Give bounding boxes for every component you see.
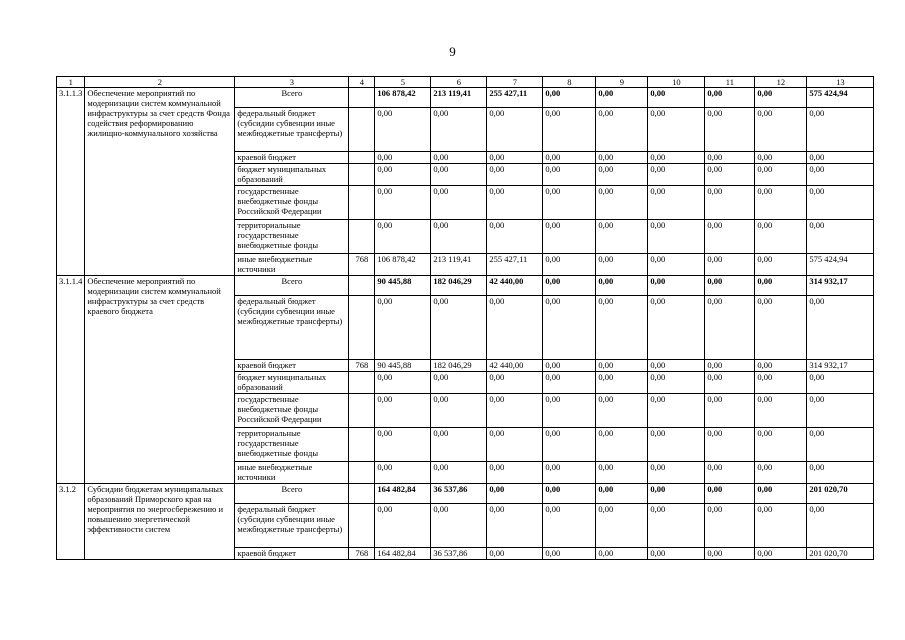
amount-cell: 0,00 xyxy=(543,88,596,108)
amount-cell: 164 482,84 xyxy=(375,548,431,560)
amount-cell: 0,00 xyxy=(543,428,596,462)
grbs-code-cell xyxy=(349,88,375,108)
amount-cell: 0,00 xyxy=(705,428,755,462)
measure-name-cell: Обеспечение мероприятий по модернизации систем коммунальной инфраструктуры за счет средств Фонда содействия реформированию жилищно-коммунального хозяйства xyxy=(85,88,235,276)
grbs-code-cell xyxy=(349,462,375,484)
amount-cell: 42 440,00 xyxy=(487,360,543,372)
amount-cell: 0,00 xyxy=(375,372,431,394)
amount-cell: 0,00 xyxy=(543,548,596,560)
amount-cell: 0,00 xyxy=(375,296,431,360)
amount-cell: 201 020,70 xyxy=(807,548,874,560)
amount-cell: 0,00 xyxy=(596,296,648,360)
grbs-code-cell xyxy=(349,220,375,254)
column-number-cell: 10 xyxy=(648,77,705,88)
amount-cell: 0,00 xyxy=(807,428,874,462)
grbs-code-cell: 768 xyxy=(349,548,375,560)
amount-cell: 0,00 xyxy=(375,108,431,152)
funding-source-cell: территориальные государственные внебюджетные фонды xyxy=(235,220,349,254)
funding-source-cell: бюджет муниципальных образований xyxy=(235,164,349,186)
amount-cell: 0,00 xyxy=(807,394,874,428)
amount-cell: 0,00 xyxy=(596,276,648,296)
amount-cell: 0,00 xyxy=(648,88,705,108)
amount-cell: 0,00 xyxy=(648,164,705,186)
amount-cell: 255 427,11 xyxy=(487,254,543,276)
amount-cell: 0,00 xyxy=(487,108,543,152)
amount-cell: 36 537,86 xyxy=(431,484,487,504)
grbs-code-cell xyxy=(349,394,375,428)
amount-cell: 42 440,00 xyxy=(487,276,543,296)
amount-cell: 0,00 xyxy=(596,462,648,484)
amount-cell: 36 537,86 xyxy=(431,548,487,560)
amount-cell: 0,00 xyxy=(543,220,596,254)
measure-code-cell: 3.1.1.3 xyxy=(57,88,85,276)
amount-cell: 0,00 xyxy=(487,484,543,504)
amount-cell: 182 046,29 xyxy=(431,360,487,372)
amount-cell: 90 445,88 xyxy=(375,360,431,372)
amount-cell: 0,00 xyxy=(648,484,705,504)
amount-cell: 0,00 xyxy=(705,360,755,372)
amount-cell: 0,00 xyxy=(543,394,596,428)
column-number-cell: 2 xyxy=(85,77,235,88)
amount-cell: 575 424,94 xyxy=(807,254,874,276)
amount-cell: 0,00 xyxy=(543,152,596,164)
amount-cell: 0,00 xyxy=(543,186,596,220)
column-number-cell: 6 xyxy=(431,77,487,88)
amount-cell: 0,00 xyxy=(596,186,648,220)
amount-cell: 0,00 xyxy=(807,372,874,394)
amount-cell: 0,00 xyxy=(543,360,596,372)
amount-cell: 0,00 xyxy=(705,186,755,220)
amount-cell: 0,00 xyxy=(596,164,648,186)
amount-cell: 0,00 xyxy=(596,504,648,548)
amount-cell: 0,00 xyxy=(807,186,874,220)
amount-cell: 0,00 xyxy=(705,462,755,484)
funding-source-cell: государственные внебюджетные фонды Российской Федерации xyxy=(235,394,349,428)
grbs-code-cell xyxy=(349,276,375,296)
amount-cell: 0,00 xyxy=(487,164,543,186)
table-row xyxy=(57,88,874,108)
amount-cell: 0,00 xyxy=(648,276,705,296)
amount-cell: 0,00 xyxy=(807,220,874,254)
funding-source-cell: Всего xyxy=(235,484,349,504)
amount-cell: 0,00 xyxy=(755,548,807,560)
header-row xyxy=(57,77,874,88)
amount-cell: 0,00 xyxy=(375,394,431,428)
funding-source-cell: Всего xyxy=(235,276,349,296)
amount-cell: 0,00 xyxy=(755,108,807,152)
amount-cell: 0,00 xyxy=(705,484,755,504)
amount-cell: 0,00 xyxy=(375,164,431,186)
amount-cell: 0,00 xyxy=(755,360,807,372)
amount-cell: 0,00 xyxy=(755,394,807,428)
amount-cell: 0,00 xyxy=(705,296,755,360)
amount-cell: 0,00 xyxy=(487,428,543,462)
grbs-code-cell xyxy=(349,296,375,360)
table-row xyxy=(57,484,874,504)
amount-cell: 0,00 xyxy=(596,428,648,462)
column-number-cell: 8 xyxy=(543,77,596,88)
page-number: 9 xyxy=(449,44,456,59)
amount-cell: 0,00 xyxy=(807,296,874,360)
amount-cell: 0,00 xyxy=(431,220,487,254)
amount-cell: 0,00 xyxy=(648,462,705,484)
amount-cell: 182 046,29 xyxy=(431,276,487,296)
amount-cell: 0,00 xyxy=(543,276,596,296)
amount-cell: 0,00 xyxy=(755,428,807,462)
amount-cell: 0,00 xyxy=(596,548,648,560)
amount-cell: 0,00 xyxy=(755,164,807,186)
grbs-code-cell xyxy=(349,504,375,548)
amount-cell: 0,00 xyxy=(648,428,705,462)
amount-cell: 0,00 xyxy=(375,220,431,254)
amount-cell: 0,00 xyxy=(807,462,874,484)
measure-code-cell: 3.1.1.4 xyxy=(57,276,85,484)
amount-cell: 0,00 xyxy=(375,428,431,462)
amount-cell: 0,00 xyxy=(487,372,543,394)
column-number-cell: 9 xyxy=(596,77,648,88)
amount-cell: 0,00 xyxy=(807,504,874,548)
amount-cell: 0,00 xyxy=(431,108,487,152)
amount-cell: 0,00 xyxy=(755,484,807,504)
funding-table xyxy=(56,76,874,560)
amount-cell: 0,00 xyxy=(431,186,487,220)
funding-source-cell: государственные внебюджетные фонды Российской Федерации xyxy=(235,186,349,220)
amount-cell: 0,00 xyxy=(596,108,648,152)
funding-source-cell: бюджет муниципальных образований xyxy=(235,372,349,394)
amount-cell: 0,00 xyxy=(648,360,705,372)
amount-cell: 0,00 xyxy=(755,186,807,220)
grbs-code-cell xyxy=(349,108,375,152)
column-number-cell: 13 xyxy=(807,77,874,88)
column-number-cell: 12 xyxy=(755,77,807,88)
amount-cell: 0,00 xyxy=(431,504,487,548)
amount-cell: 0,00 xyxy=(755,372,807,394)
amount-cell: 0,00 xyxy=(543,484,596,504)
amount-cell: 0,00 xyxy=(755,296,807,360)
amount-cell: 164 482,84 xyxy=(375,484,431,504)
funding-source-cell: иные внебюджетные источники xyxy=(235,462,349,484)
amount-cell: 0,00 xyxy=(705,220,755,254)
grbs-code-cell xyxy=(349,186,375,220)
funding-source-cell: федеральный бюджет (субсидии субвенции иные межбюджетные трансферты) xyxy=(235,108,349,152)
amount-cell: 90 445,88 xyxy=(375,276,431,296)
amount-cell: 0,00 xyxy=(648,504,705,548)
amount-cell: 0,00 xyxy=(487,462,543,484)
amount-cell: 0,00 xyxy=(596,254,648,276)
measure-name-cell: Обеспечение мероприятий по модернизации систем коммунальной инфраструктуры за счет средств краевого бюджета xyxy=(85,276,235,484)
amount-cell: 0,00 xyxy=(705,276,755,296)
amount-cell: 213 119,41 xyxy=(431,88,487,108)
amount-cell: 0,00 xyxy=(543,254,596,276)
grbs-code-cell xyxy=(349,372,375,394)
funding-source-cell: территориальные государственные внебюджетные фонды xyxy=(235,428,349,462)
amount-cell: 0,00 xyxy=(648,108,705,152)
amount-cell: 0,00 xyxy=(648,548,705,560)
amount-cell: 0,00 xyxy=(705,504,755,548)
amount-cell: 0,00 xyxy=(431,152,487,164)
column-number-cell: 5 xyxy=(375,77,431,88)
amount-cell: 0,00 xyxy=(543,108,596,152)
funding-source-cell: краевой бюджет xyxy=(235,360,349,372)
grbs-code-cell xyxy=(349,484,375,504)
amount-cell: 0,00 xyxy=(543,372,596,394)
amount-cell: 0,00 xyxy=(375,152,431,164)
amount-cell: 0,00 xyxy=(596,88,648,108)
amount-cell: 0,00 xyxy=(543,164,596,186)
measure-name-cell: Субсидии бюджетам муниципальных образований Приморского края на мероприятия по энергосбережению и повышению энергетической эффективности систем xyxy=(85,484,235,560)
funding-source-cell: краевой бюджет xyxy=(235,152,349,164)
amount-cell: 0,00 xyxy=(596,394,648,428)
amount-cell: 0,00 xyxy=(648,186,705,220)
column-number-cell: 1 xyxy=(57,77,85,88)
amount-cell: 0,00 xyxy=(596,220,648,254)
funding-source-cell: иные внебюджетные источники xyxy=(235,254,349,276)
amount-cell: 0,00 xyxy=(755,504,807,548)
amount-cell: 0,00 xyxy=(705,164,755,186)
amount-cell: 575 424,94 xyxy=(807,88,874,108)
amount-cell: 0,00 xyxy=(807,164,874,186)
grbs-code-cell xyxy=(349,152,375,164)
amount-cell: 0,00 xyxy=(431,462,487,484)
amount-cell: 0,00 xyxy=(431,372,487,394)
amount-cell: 0,00 xyxy=(648,152,705,164)
amount-cell: 0,00 xyxy=(596,484,648,504)
amount-cell: 255 427,11 xyxy=(487,88,543,108)
amount-cell: 0,00 xyxy=(648,254,705,276)
grbs-code-cell: 768 xyxy=(349,254,375,276)
amount-cell: 0,00 xyxy=(487,548,543,560)
amount-cell: 314 932,17 xyxy=(807,360,874,372)
amount-cell: 0,00 xyxy=(755,220,807,254)
amount-cell: 0,00 xyxy=(596,360,648,372)
column-number-cell: 4 xyxy=(349,77,375,88)
amount-cell: 0,00 xyxy=(487,186,543,220)
measure-code-cell: 3.1.2 xyxy=(57,484,85,560)
amount-cell: 0,00 xyxy=(596,152,648,164)
funding-source-cell: Всего xyxy=(235,88,349,108)
amount-cell: 0,00 xyxy=(755,276,807,296)
amount-cell: 0,00 xyxy=(375,186,431,220)
column-number-cell: 3 xyxy=(235,77,349,88)
amount-cell: 0,00 xyxy=(487,152,543,164)
amount-cell: 0,00 xyxy=(648,296,705,360)
amount-cell: 0,00 xyxy=(705,548,755,560)
amount-cell: 0,00 xyxy=(596,372,648,394)
amount-cell: 0,00 xyxy=(487,504,543,548)
amount-cell: 0,00 xyxy=(375,462,431,484)
amount-cell: 0,00 xyxy=(431,296,487,360)
amount-cell: 0,00 xyxy=(705,394,755,428)
amount-cell: 0,00 xyxy=(431,394,487,428)
funding-source-cell: краевой бюджет xyxy=(235,548,349,560)
amount-cell: 0,00 xyxy=(755,152,807,164)
grbs-code-cell xyxy=(349,164,375,186)
funding-source-cell: федеральный бюджет (субсидии субвенции иные межбюджетные трансферты) xyxy=(235,504,349,548)
amount-cell: 106 878,42 xyxy=(375,254,431,276)
amount-cell: 0,00 xyxy=(543,462,596,484)
amount-cell: 0,00 xyxy=(543,296,596,360)
amount-cell: 0,00 xyxy=(755,462,807,484)
amount-cell: 0,00 xyxy=(648,220,705,254)
amount-cell: 0,00 xyxy=(705,254,755,276)
amount-cell: 0,00 xyxy=(755,254,807,276)
amount-cell: 0,00 xyxy=(807,108,874,152)
amount-cell: 0,00 xyxy=(705,108,755,152)
amount-cell: 0,00 xyxy=(705,152,755,164)
amount-cell: 0,00 xyxy=(807,152,874,164)
amount-cell: 213 119,41 xyxy=(431,254,487,276)
amount-cell: 0,00 xyxy=(375,504,431,548)
amount-cell: 0,00 xyxy=(487,220,543,254)
amount-cell: 314 932,17 xyxy=(807,276,874,296)
funding-source-cell: федеральный бюджет (субсидии субвенции иные межбюджетные трансферты) xyxy=(235,296,349,360)
amount-cell: 0,00 xyxy=(648,372,705,394)
table-row xyxy=(57,276,874,296)
amount-cell: 0,00 xyxy=(648,394,705,428)
amount-cell: 0,00 xyxy=(705,372,755,394)
grbs-code-cell: 768 xyxy=(349,360,375,372)
amount-cell: 0,00 xyxy=(431,428,487,462)
column-number-cell: 11 xyxy=(705,77,755,88)
amount-cell: 0,00 xyxy=(487,296,543,360)
grbs-code-cell xyxy=(349,428,375,462)
amount-cell: 0,00 xyxy=(543,504,596,548)
amount-cell: 0,00 xyxy=(705,88,755,108)
amount-cell: 0,00 xyxy=(755,88,807,108)
amount-cell: 201 020,70 xyxy=(807,484,874,504)
amount-cell: 0,00 xyxy=(431,164,487,186)
column-number-cell: 7 xyxy=(487,77,543,88)
amount-cell: 106 878,42 xyxy=(375,88,431,108)
amount-cell: 0,00 xyxy=(487,394,543,428)
